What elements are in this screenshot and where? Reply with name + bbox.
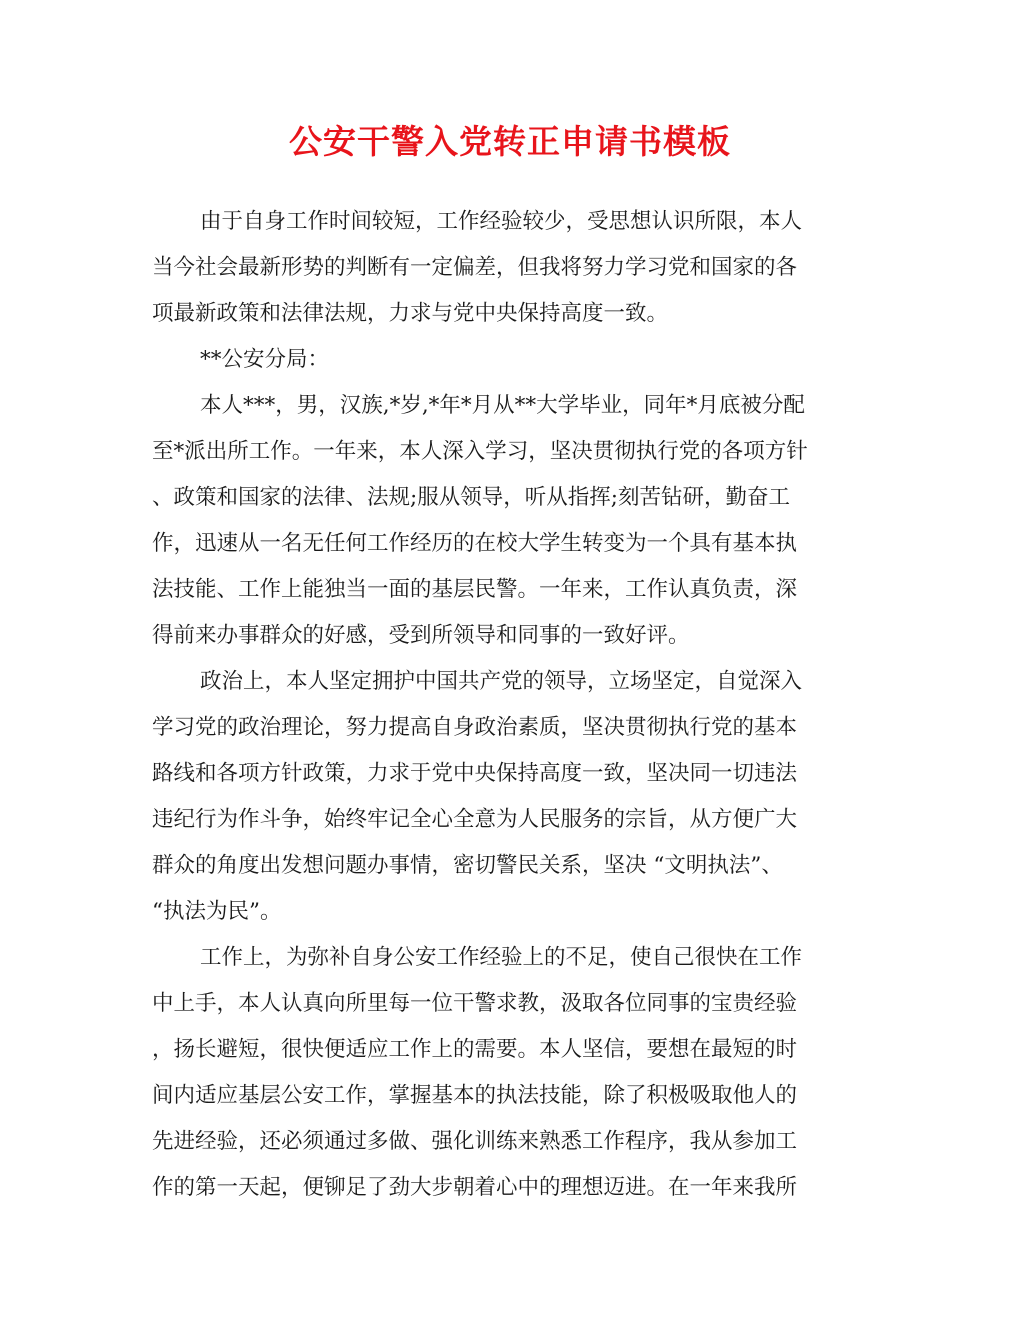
- document-title: 公安干警入党转正申请书模板: [289, 122, 731, 161]
- paragraph-line: 得前来办事群众的好感，受到所领导和同事的一致好评。: [152, 623, 690, 648]
- paragraph-line: 项最新政策和法律法规，力求与党中央保持高度一致。: [152, 301, 669, 326]
- salutation-line: **公安分局：: [200, 347, 330, 372]
- paragraph-line: 学习党的政治理论，努力提高自身政治素质，坚决贯彻执行党的基本: [152, 715, 798, 740]
- paragraph-line: 工作上，为弥补自身公安工作经验上的不足，使自己很快在工作: [200, 945, 803, 970]
- paragraph-line: 当今社会最新形势的判断有一定偏差，但我将努力学习党和国家的各: [152, 255, 798, 280]
- paragraph-line: 间内适应基层公安工作，掌握基本的执法技能，除了积极吸取他人的: [152, 1083, 798, 1108]
- paragraph-line: 中上手，本人认真向所里每一位干警求教，汲取各位同事的宝贵经验: [152, 991, 798, 1016]
- paragraph-line: 、政策和国家的法律、法规;服从领导，听从指挥;刻苦钻研，勤奋工: [152, 485, 790, 510]
- paragraph-line: 违纪行为作斗争，始终牢记全心全意为人民服务的宗旨，从方便广大: [152, 807, 798, 832]
- paragraph-line: 作的第一天起，便铆足了劲大步朝着心中的理想迈进。在一年来我所: [152, 1175, 798, 1200]
- paragraph-line: 先进经验，还必须通过多做、强化训练来熟悉工作程序，我从参加工: [152, 1129, 798, 1154]
- paragraph-line: “执法为民”。: [152, 899, 282, 924]
- paragraph-line: 作，迅速从一名无任何工作经历的在校大学生转变为一个具有基本执: [152, 531, 798, 556]
- paragraph-line: 由于自身工作时间较短，工作经验较少，受思想认识所限，本人: [200, 209, 803, 234]
- paragraph-line: ，扬长避短，很快便适应工作上的需要。本人坚信，要想在最短的时: [152, 1037, 798, 1062]
- paragraph-line: 至*派出所工作。一年来，本人深入学习，坚决贯彻执行党的各项方针: [152, 439, 808, 464]
- paragraph-line: 本人***，男，汉族,*岁,*年*月从**大学毕业，同年*月底被分配: [200, 393, 805, 418]
- paragraph-line: 政治上，本人坚定拥护中国共产党的领导，立场坚定，自觉深入: [200, 669, 803, 694]
- paragraph-line: 法技能、工作上能独当一面的基层民警。一年来，工作认真负责，深: [152, 577, 798, 602]
- paragraph-line: 群众的角度出发想问题办事情，密切警民关系，坚决 “文明执法”、: [152, 853, 783, 878]
- paragraph-line: 路线和各项方针政策，力求于党中央保持高度一致，坚决同一切违法: [152, 761, 798, 786]
